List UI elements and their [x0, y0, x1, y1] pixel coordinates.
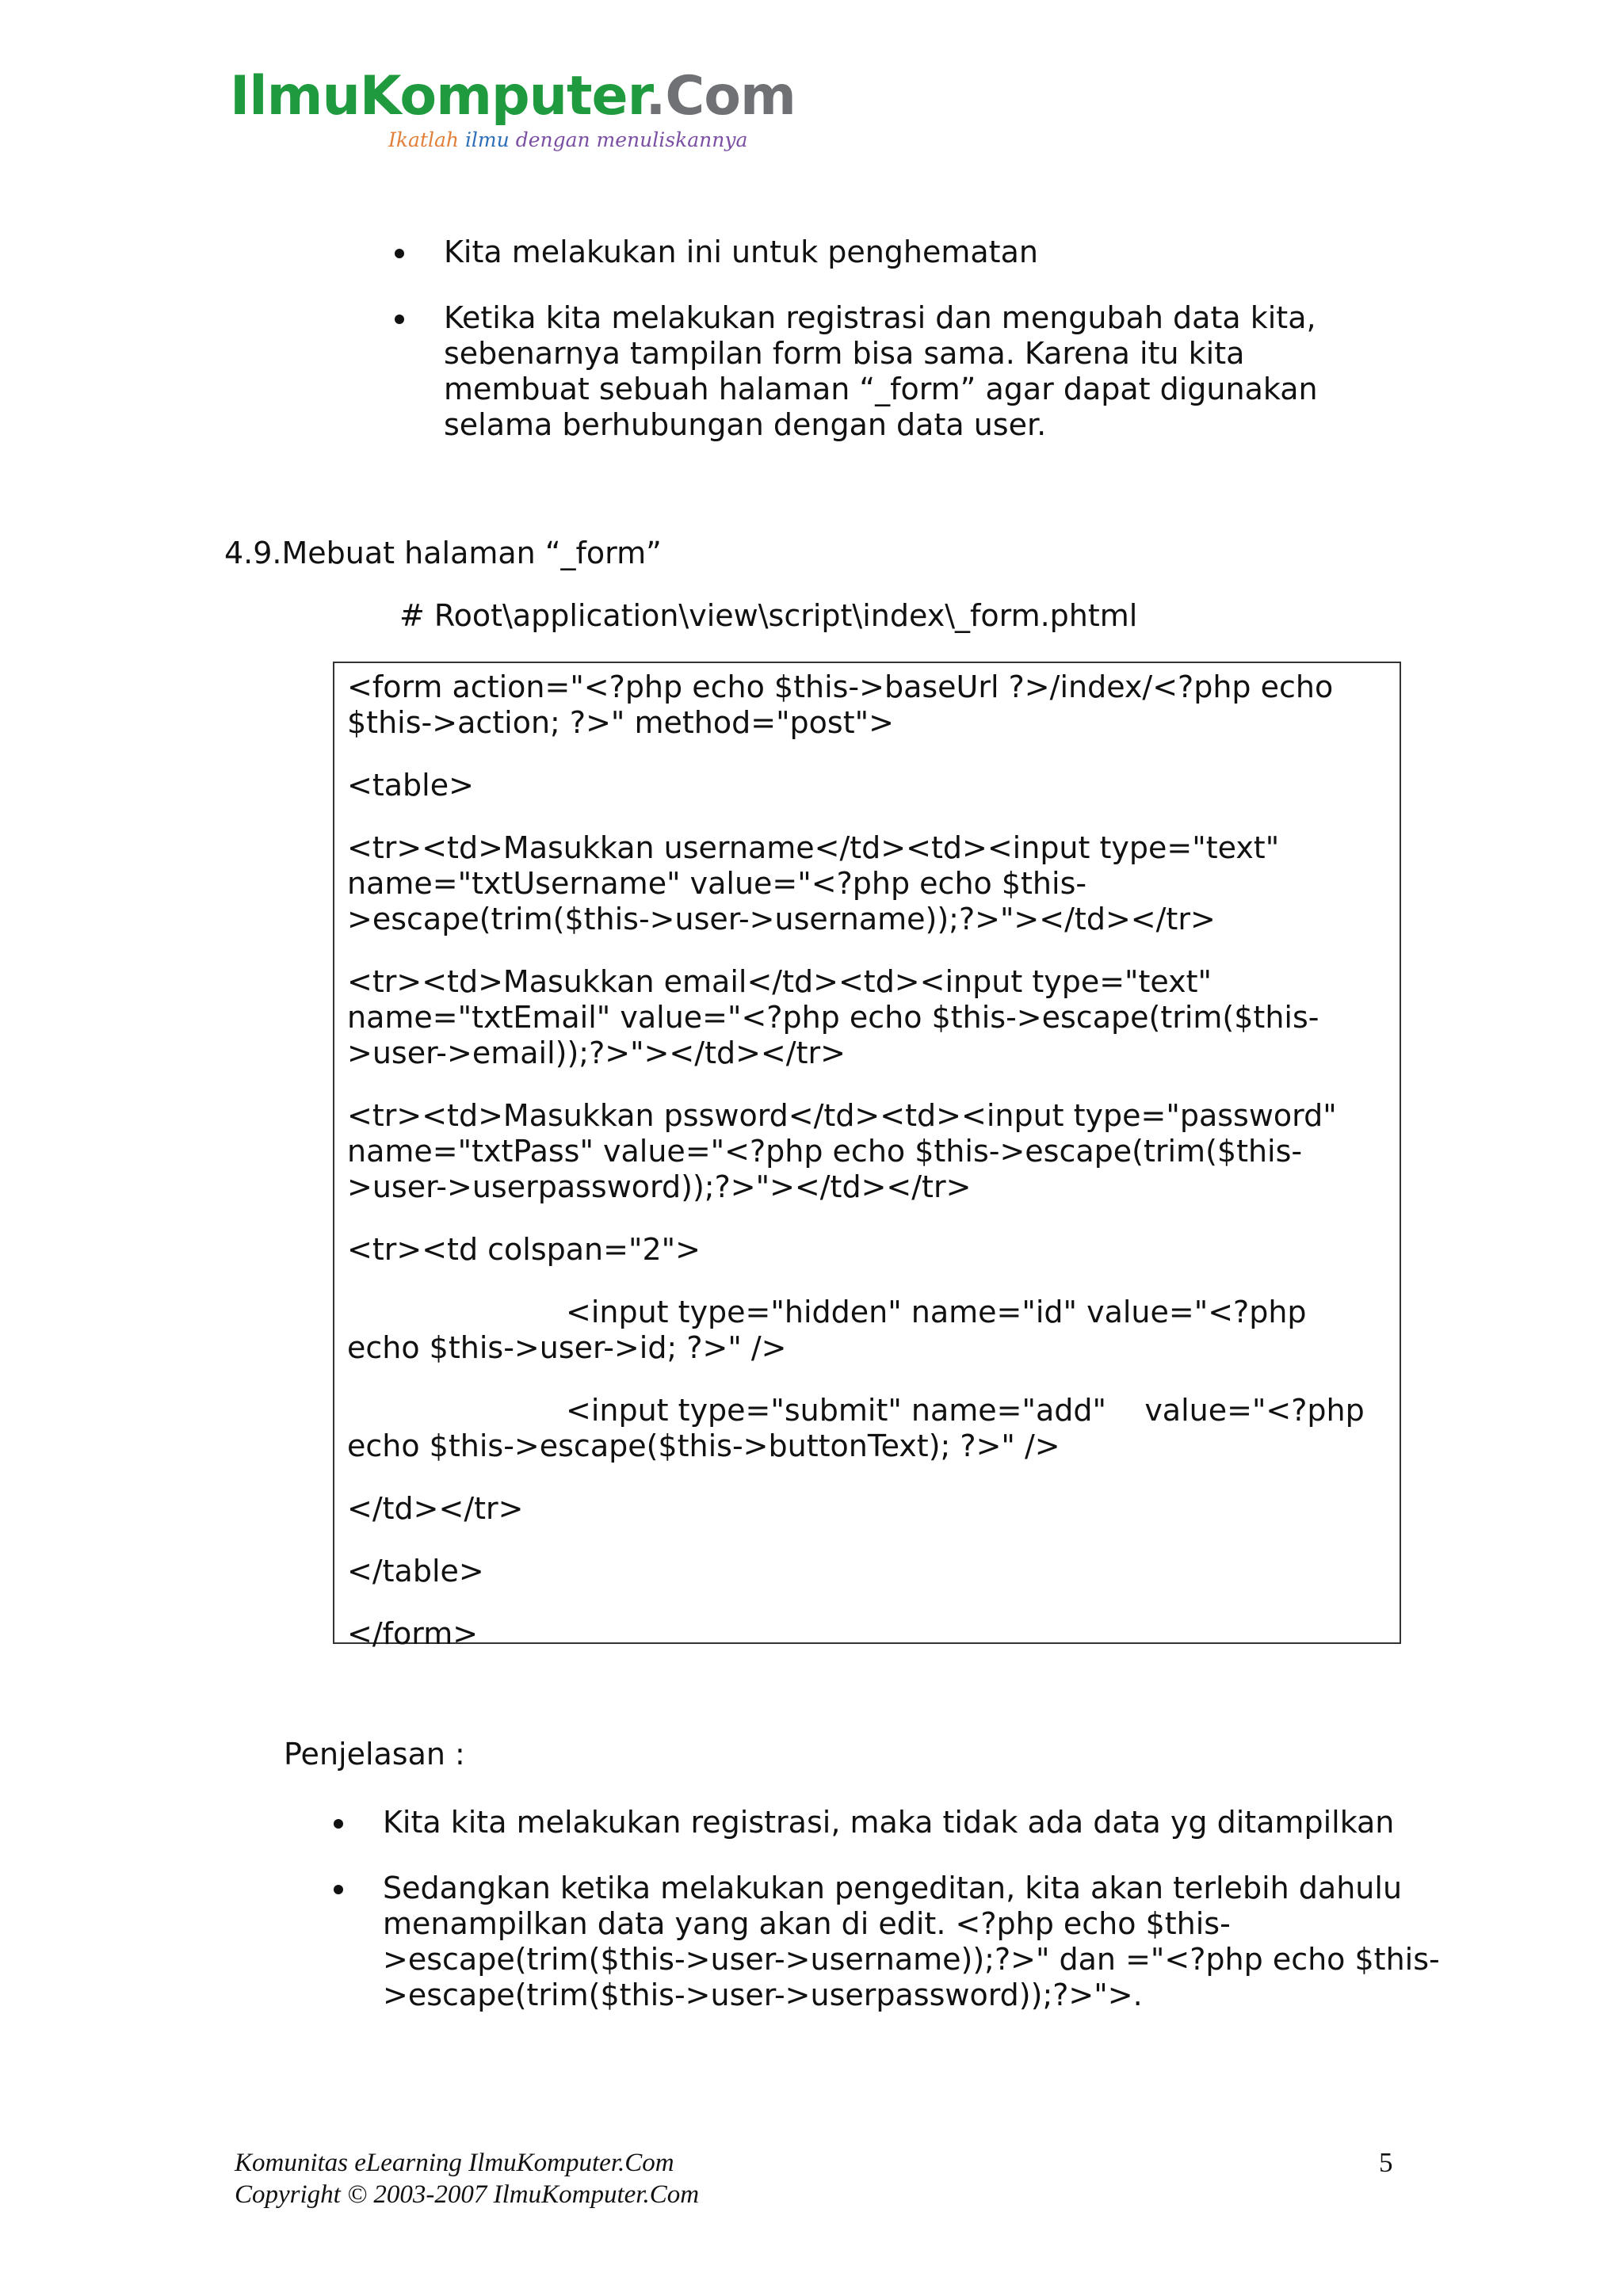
- code-block: [333, 662, 1401, 1651]
- footer-copyright: Copyright © 2003-2007 IlmuKomputer.Com: [235, 2180, 700, 2209]
- logo-title: [230, 65, 796, 128]
- code-line: </form>: [347, 1616, 479, 1651]
- tagline-part-3: dengan menuliskannya: [515, 128, 748, 151]
- logo-tagline: [388, 128, 748, 152]
- code-line: <input type="submit" name="add" value="<?php echo $this->escape($this->buttonText); ?>" />: [347, 1393, 1374, 1463]
- page-number: 5: [1379, 2147, 1393, 2178]
- list-item: Ketika kita melakukan registrasi dan mengubah data kita, sebenarnya tampilan form bisa sama. Karena itu kita membuat sebuah halaman “_form” agar dapat digunakan selama berhubungan dengan data user.: [444, 300, 1395, 443]
- explanation-bullet-list: [383, 1805, 1445, 2043]
- list-item: Sedangkan ketika melakukan pengeditan, kita akan terlebih dahulu menampilkan data yang akan di edit. <?php echo $this->escape(trim($this->user->username));?>" dan ="<?php echo $this->escape(trim($this->user->userpassword));?>">.: [383, 1871, 1445, 2013]
- code-line: <tr><td>Masukkan pssword</td><td><input type="password" name="txtPass" value="<?php echo $this->escape(trim($this->user->userpassword));?>"></td></tr>: [347, 1098, 1346, 1204]
- code-line: <form action="<?php echo $this->baseUrl ?>/index/<?php echo $this->action; ?>" method="post">: [347, 669, 1343, 740]
- footer: [235, 2147, 699, 2210]
- code-line: <tr><td>Masukkan email</td><td><input type="text" name="txtEmail" value="<?php echo $this->escape(trim($this->user->email));?>"></td></tr>: [347, 964, 1319, 1070]
- logo-title-main: IlmuKomputer: [230, 65, 646, 128]
- logo-title-suffix: .Com: [645, 65, 796, 128]
- code-line: </table>: [347, 1554, 484, 1589]
- code-line: <tr><td>Masukkan username</td><td><input type="text" name="txtUsername" value="<?php echo $this->escape(trim($this->user->username));?>"></td></tr>: [347, 830, 1289, 936]
- list-item: Kita melakukan ini untuk penghematan: [444, 235, 1395, 270]
- explanation-label: Penjelasan :: [284, 1737, 465, 1772]
- code-line: </td></tr>: [347, 1491, 524, 1526]
- section-heading: 4.9.Mebuat halaman “_form”: [224, 536, 662, 570]
- code-line: <table>: [347, 768, 474, 803]
- footer-community: Komunitas eLearning IlmuKomputer.Com: [235, 2149, 674, 2177]
- list-item: Kita kita melakukan registrasi, maka tidak ada data yg ditampilkan: [383, 1805, 1445, 1840]
- tagline-part-1: Ikatlah: [388, 128, 465, 151]
- intro-bullet-list: [444, 235, 1395, 473]
- code-line: <tr><td colspan="2">: [347, 1232, 701, 1267]
- file-path: # Root\application\view\script\index\_form.phtml: [399, 598, 1138, 633]
- tagline-part-2: ilmu: [464, 128, 516, 151]
- code-line: <input type="hidden" name="id" value="<?php echo $this->user->id; ?>" />: [347, 1295, 1316, 1365]
- site-logo: [230, 65, 796, 152]
